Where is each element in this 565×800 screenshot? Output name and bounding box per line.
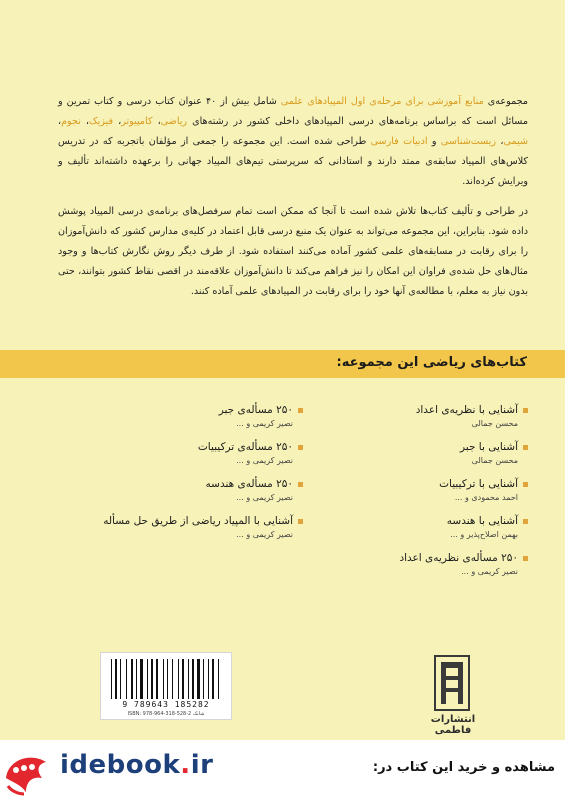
square-bullet-icon: [523, 482, 528, 487]
book-author: محسن جمالی: [471, 419, 518, 428]
book-author: نصیر کریمی و ...: [461, 567, 518, 576]
square-bullet-icon: [523, 408, 528, 413]
square-bullet-icon: [523, 556, 528, 561]
series-title: کتاب‌های ریاضی این مجموعه:: [336, 355, 527, 370]
intro-text-segment: ،: [152, 116, 161, 127]
site-name-tld: ir: [190, 750, 214, 780]
book-title-text: ۲۵۰ مسأله‌ی جبر: [218, 404, 293, 416]
square-bullet-icon: [298, 445, 303, 450]
publisher-name: انتشارات فاطمی: [430, 714, 476, 736]
barcode-icon: [111, 659, 221, 699]
site-name-dot: .: [180, 750, 191, 780]
book-title-text: آشنایی با جبر: [459, 441, 518, 453]
highlighted-text: کامپیوتر: [121, 116, 153, 127]
highlighted-text: منابع آموزشی برای مرحله‌ی اول المپیادهای علمی: [280, 96, 484, 107]
footer-cta: مشاهده و خرید این کتاب در:: [372, 760, 555, 775]
book-tower-icon: [433, 654, 471, 712]
square-bullet-icon: [298, 519, 303, 524]
book-title-text: آشنایی با هندسه: [446, 515, 518, 527]
book-author: نصیر کریمی و ...: [236, 493, 293, 502]
square-bullet-icon: [298, 408, 303, 413]
square-bullet-icon: [523, 519, 528, 524]
book-title: [288, 476, 528, 492]
site-name[interactable]: [60, 750, 213, 780]
book-title-text: ۲۵۰ مسأله‌ی هندسه: [205, 478, 293, 490]
highlighted-text: شیمی: [503, 136, 528, 147]
highlighted-text: ادبیات فارسی: [370, 136, 428, 147]
intro-text: [58, 92, 528, 312]
book-author: محسن جمالی: [471, 456, 518, 465]
book-author: نصیر کریمی و ...: [236, 419, 293, 428]
intro-text-segment: مجموعه‌ی: [483, 96, 528, 107]
book-item: [63, 476, 303, 504]
book-item: [288, 550, 528, 578]
book-title-text: ۲۵۰ مسأله‌ی نظریه‌ی اعداد: [399, 552, 518, 564]
book-item: [63, 402, 303, 430]
book-title-text: ۲۵۰ مسأله‌ی ترکیبیات: [197, 441, 293, 453]
series-band: [0, 350, 565, 378]
intro-paragraph-1: [58, 92, 528, 192]
footer-banner[interactable]: [0, 740, 565, 800]
book-title: [63, 476, 303, 492]
book-item: [288, 402, 528, 430]
highlighted-text: فیزیک: [89, 116, 114, 127]
book-item: [288, 476, 528, 504]
book-item: [288, 439, 528, 467]
highlighted-text: زیست‌شناسی: [440, 136, 497, 147]
books-list-right: [288, 402, 528, 587]
intro-text-segment: طراحی شده است. این مجموعه را جمعی از مؤلفان باتجربه که در تدریس کلاس‌های المپیاد سابقه‌ی ممتد دارند و استادانی که سرپرستی تیم‌های المپیاد جهانی را برعهده داشته‌اند تألیف و ویرایش کرده‌اند.: [58, 136, 528, 187]
book-title-text: آشنایی با المپیاد ریاضی از طریق حل مسأله: [103, 515, 293, 527]
square-bullet-icon: [523, 445, 528, 450]
square-bullet-icon: [298, 482, 303, 487]
book-item: [63, 513, 303, 541]
book-title: [288, 439, 528, 455]
book-author: نصیر کریمی و ...: [236, 530, 293, 539]
book-title: [288, 402, 528, 418]
book-title-text: آشنایی با نظریه‌ی اعداد: [415, 404, 518, 416]
highlighted-text: ریاضی: [160, 116, 188, 127]
book-title: [63, 513, 303, 529]
intro-text-segment: شامل بیش از ۴۰ عنوان کتاب درسی و کتاب تمرین و مسائل است که براساس برنامه‌های درسی المپیادهای داخلی کشور در رشته‌های: [58, 96, 528, 127]
isbn-text: ISBN: 978-964-318-528-2 شابک: [127, 711, 205, 717]
book-author: نصیر کریمی و ...: [236, 456, 293, 465]
isbn-barcode: [100, 652, 232, 720]
book-author: بهمن اصلاح‌پذیر و ...: [450, 530, 518, 539]
book-title: [288, 550, 528, 566]
intro-text-segment: و: [427, 136, 441, 147]
intro-text-segment: ،: [58, 116, 62, 127]
book-author: احمد محمودی و ...: [454, 493, 518, 502]
red-bird-icon: [2, 748, 50, 796]
book-item: [63, 439, 303, 467]
intro-paragraph-2: در طراحی و تألیف کتاب‌ها تلاش شده است تا آنجا که ممکن است تمام سرفصل‌های برنامه‌ی درسی المپیاد پوشش داده شود. بنابراین، این مجموعه می‌تواند به عنوان یک منبع درسی قابل اعتماد در کلیه‌ی مدارس کشور که دانش‌آموزان را برای رقابت در مسابقه‌های علمی کشور آماده می‌کنند استفاده شود. از طرف دیگر روش نگارش کتاب‌ها و وجود مثال‌های حل شده‌ی فراوان این امکان را نیز فراهم می‌کند تا دانش‌آموزان علاقه‌مند در اقصی نقاط کشور بتوانند، حتی بدون نیاز به معلم، با مطالعه‌ی آنها خود را برای رقابت در المپیادهای علمی آماده کنند.: [58, 206, 528, 297]
highlighted-text: نجوم: [61, 116, 81, 127]
book-title: [63, 439, 303, 455]
book-title: [288, 513, 528, 529]
book-item: [288, 513, 528, 541]
intro-text-segment: ،: [113, 116, 122, 127]
intro-text-segment: ،: [496, 136, 504, 147]
books-list-left: [63, 402, 303, 550]
barcode-number: 9 789643 185282: [122, 700, 210, 709]
book-title: [63, 402, 303, 418]
intro-text-segment: ،: [80, 116, 90, 127]
site-name-main: idebook: [60, 750, 181, 780]
book-title-text: آشنایی با ترکیبیات: [439, 478, 518, 490]
